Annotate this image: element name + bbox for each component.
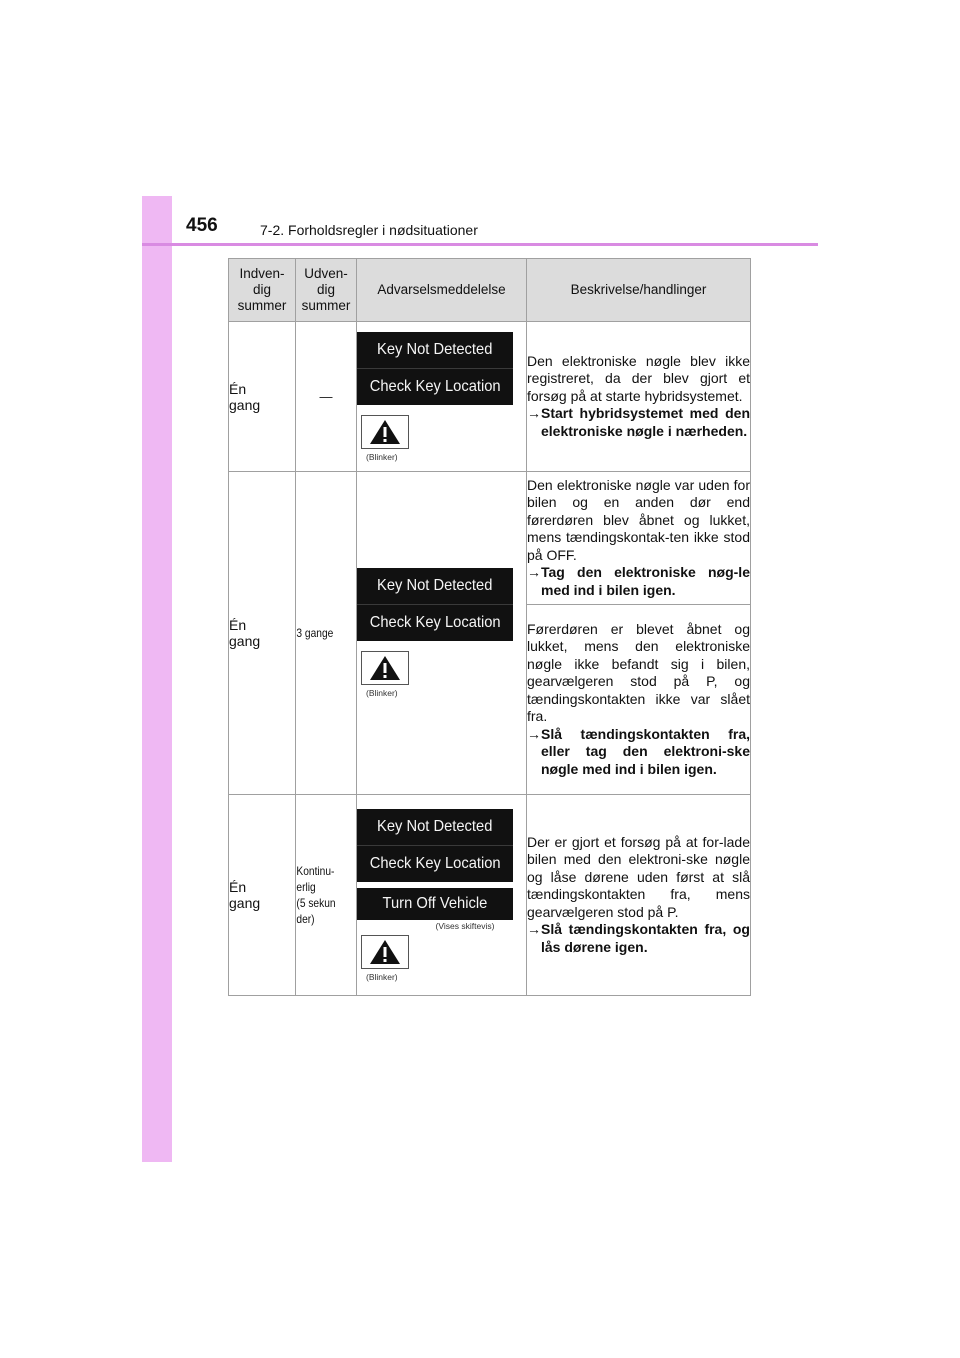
display-message: Key Not Detected	[357, 332, 513, 369]
action-text: Slå tændingskontakten fra, eller tag den elektroni-ske nøgle med ind i bilen igen.	[541, 725, 750, 777]
display-message: Key Not Detected	[357, 809, 513, 846]
outdoor-buzzer-cell: —	[296, 322, 357, 472]
action-line	[527, 726, 750, 779]
description-text: Førerdøren er blevet åbnet og lukket, mens den elektroniske nøgle ikke befandt sig i bilen, gearvælgeren stod på P, og tændingskontakten ikke var slået fra.	[527, 620, 750, 725]
indoor-buzzer-cell: Én gang	[229, 472, 296, 795]
blinker-label: (Blinker)	[366, 451, 398, 462]
description-text: Den elektroniske nøgle blev ikke registreret, da der blev gjort et forsøg på at starte hybridsystemet.	[527, 352, 750, 404]
outdoor-buzzer-cell: 3 gange	[296, 472, 348, 795]
outdoor-buzzer-cell: Kontinu- erlig (5 sekun der)	[296, 795, 348, 996]
table-header-row	[229, 259, 751, 322]
action-line	[527, 921, 750, 956]
warning-message-cell	[357, 322, 527, 472]
description-cell	[527, 795, 751, 996]
blinker-label: (Blinker)	[366, 971, 398, 982]
arrow-icon: →	[527, 405, 541, 422]
arrow-icon: →	[527, 725, 541, 742]
warning-table	[228, 258, 751, 996]
header-description: Beskrivelse/handlinger	[527, 259, 751, 322]
display-message: Check Key Location	[357, 605, 513, 641]
table-row	[229, 795, 751, 996]
description-text: Der er gjort et forsøg på at for-lade bilen med den elektroni-ske nøgle og låse dørene uden først at slå tændingskontakten fra, mens gearvælgeren stod på P.	[527, 833, 750, 920]
header-warning-message: Advarselsmeddelelse	[357, 259, 527, 322]
warning-triangle-icon	[361, 651, 409, 685]
description-text: Den elektroniske nøgle var uden for bilen og en anden dør end førerdøren blev åbnet og lukket, mens tændingskontak-ten ikke stod på OFF.	[527, 476, 750, 563]
section-title: 7-2. Forholdsregler i nødsituationer	[260, 222, 478, 238]
display-message: Check Key Location	[357, 846, 513, 882]
table-row	[229, 322, 751, 472]
header-indoor-buzzer: Indven- dig summer	[229, 259, 296, 322]
action-text: Start hybridsystemet med den elektroniske nøgle i nærheden.	[541, 405, 750, 439]
page-number: 456	[186, 215, 218, 236]
action-text: Tag den elektroniske nøg-le med ind i bilen igen.	[541, 564, 750, 598]
alternating-note: (Vises skiftevis)	[435, 920, 495, 931]
description-cell	[527, 605, 751, 795]
side-band	[142, 196, 172, 1162]
table-row	[229, 472, 751, 605]
arrow-icon: →	[527, 564, 541, 581]
display-message: Key Not Detected	[357, 568, 513, 605]
description-cell	[527, 322, 751, 472]
indoor-buzzer-cell: Én gang	[229, 322, 296, 472]
action-line	[527, 564, 750, 599]
blinker-label: (Blinker)	[366, 688, 398, 698]
description-cell	[527, 472, 751, 605]
header-outdoor-buzzer: Udven- dig summer	[296, 259, 357, 322]
warning-triangle-icon	[361, 935, 409, 969]
indoor-buzzer-cell: Én gang	[229, 795, 296, 996]
display-message-alternate: Turn Off Vehicle	[357, 888, 513, 920]
arrow-icon: →	[527, 921, 541, 938]
warning-message-cell	[357, 795, 527, 996]
action-text: Slå tændingskontakten fra, og lås dørene igen.	[541, 921, 750, 955]
display-message: Check Key Location	[357, 369, 513, 405]
warning-triangle-icon	[361, 415, 409, 449]
warning-message-cell	[357, 472, 527, 795]
header-rule	[142, 243, 818, 246]
action-line	[527, 405, 750, 440]
